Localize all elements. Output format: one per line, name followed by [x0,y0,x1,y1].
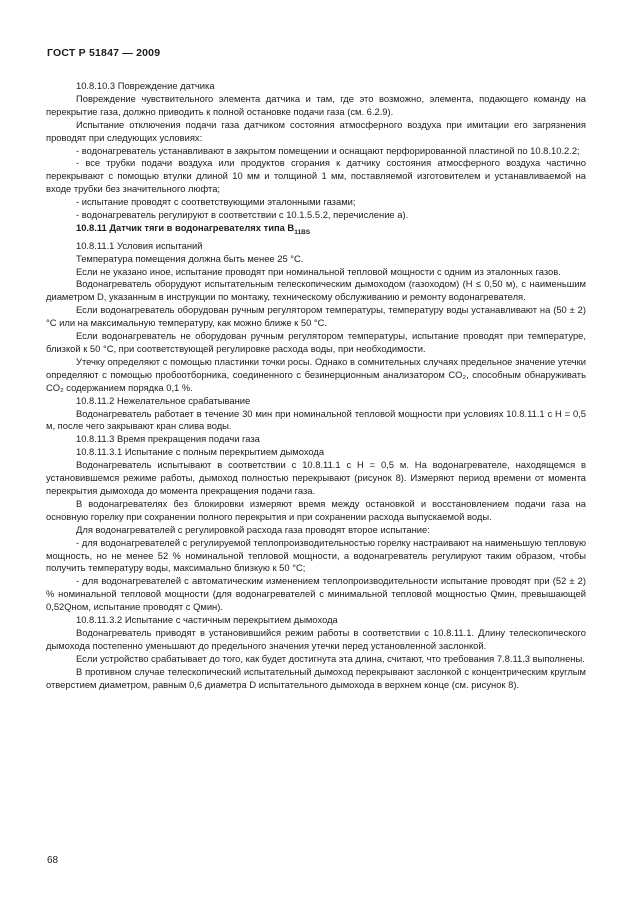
section-heading: 10.8.11.3.2 Испытание с частичным перекрытием дымохода [76,614,338,626]
page-body [46,80,586,691]
paragraph: Температура помещения должна быть менее 25 °С. [76,252,304,264]
page-number: 68 [47,855,59,866]
list-item: - испытание проводят с соответствующими эталонными газами; [76,196,356,208]
section-heading: 10.8.10.3 Повреждение датчика [76,80,215,91]
standard-header: ГОСТ Р 51847 — 2009 [47,47,161,59]
paragraph: Утечку определяют с помощью пластинки точки росы. Однако в сомнительных случаях предельное значение утечки определяют с помощью пробоотборника, соединенного с безинерционным анализатором CO₂, способным обнаруживать CO₂ содержанием порядка 0,1 %. [46,355,586,393]
paragraph: Повреждение чувствительного элемента датчика и там, где это возможно, элемента, подающего команду на перекрытие газа, должно приводить к полной остановке подачи газа (см. 6.2.9). [46,92,586,117]
paragraph: Если устройство срабатывает до того, как будет достигнута эта длина, считают, что требования 7.8.11.3 выполнены. [76,652,585,664]
paragraph: Если водонагреватель оборудован ручным регулятором температуры, температуру воды устанавливают на (50 ± 2) °С или на максимальную температуру, как можно ближе к 50 °С. [46,304,586,329]
list-item: - все трубки подачи воздуха или продуктов сгорания к датчику состояния атмосферного воздуха частично перекрывают с помощью втулки длиной 10 мм и толщиной 1 мм, поставляемой изготовителем и устанавливаемой на входе трубки без значительного люфта; [46,157,586,195]
section-heading: 10.8.11.2 Нежелательное срабатывание [76,394,251,406]
section-title-text: 10.8.11 Датчик тяги в водонагревателях типа B [76,221,295,233]
paragraph: Водонагреватель приводят в установившийся режим работы в соответствии с 10.8.11.1. Длину телескопического дымохода постепенно уменьшают до предельного значения утечки перед установленной заслонкой. [46,626,586,651]
section-heading: 10.8.11.1 Условия испытаний [76,239,203,251]
section-title-subscript: 11BS [294,228,311,236]
list-item: - для водонагревателей с регулируемой теплопроизводительностью горелку настраивают на наименьшую тепловую мощность, но не менее 52 % номинальной тепловой мощности, а водонагреватель регулируют таким образом, чтобы получить температуру воды, максимально близкую к 50 °С; [46,536,586,574]
paragraph: В противном случае телескопический испытательный дымоход перекрывают заслонкой с концентрическим круглым отверстием диаметром, равным 0,6 диаметра D испытательного дымохода в верхнем конце (см. рисунок 8). [46,665,586,690]
section-heading: 10.8.11.3 Время прекращения подачи газа [76,433,260,445]
section-title [46,222,586,240]
list-item: - водонагреватель регулируют в соответствии с 10.1.5.5.2, перечисление а). [76,209,409,221]
paragraph: Водонагреватель работает в течение 30 мин при номинальной тепловой мощности при условиях 10.8.11.1 с H = 0,5 м, после чего закрывают кран слива воды. [46,407,586,432]
paragraph: В водонагревателях без блокировки измеряют время между остановкой и восстановлением подачи газа на основную горелку при сохранении полного перекрытия и при сохранении расхода выпускаемой воды. [46,497,586,522]
paragraph: Если водонагреватель не оборудован ручным регулятором температуры, испытание проводят при температуре, близкой к 50 °С, при соответствующей регулировке расхода воды, при необходимости. [46,330,586,354]
list-item: - водонагреватель устанавливают в закрытом помещении и оснащают перфорированной пластиной по 10.8.10.2.2; [76,144,580,156]
paragraph: Если не указано иное, испытание проводят при номинальной тепловой мощности с одним из эталонных газов. [76,265,561,277]
paragraph: Водонагреватель оборудуют испытательным телескопическим дымоходом (газоходом) (H ≤ 0,50 м), с наименьшим диаметром D, указанным в инструкции по монтажу, техническому обслуживанию и ремонту водонагревателя. [46,278,586,303]
paragraph: Водонагреватель испытывают в соответствии с 10.8.11.1 с H = 0,5 м. На водонагревателе, находящемся в установившемся режиме работы, дымоход полностью перекрывают (рисунок 8). Измеряют период времени от момента перекрытия дымохода до момента прекращения подачи газа. [46,459,586,496]
section-heading: 10.8.11.3.1 Испытание с полным перекрытием дымохода [76,446,325,458]
list-item: - для водонагревателей с автоматическим изменением теплопроизводительности испытание проводят при (52 ± 2) % номинальной тепловой мощности (для водонагревателей с минимальной тепловой мощностью Qмин, превышающей 0,52Qном, испытание проводят с Qмин). [46,575,586,613]
paragraph: Испытание отключения подачи газа датчиком состояния атмосферного воздуха при имитации его загрязнения проводят при следующих условиях: [46,118,586,143]
paragraph: Для водонагревателей с регулировкой расхода газа проводят второе испытание: [76,523,430,535]
